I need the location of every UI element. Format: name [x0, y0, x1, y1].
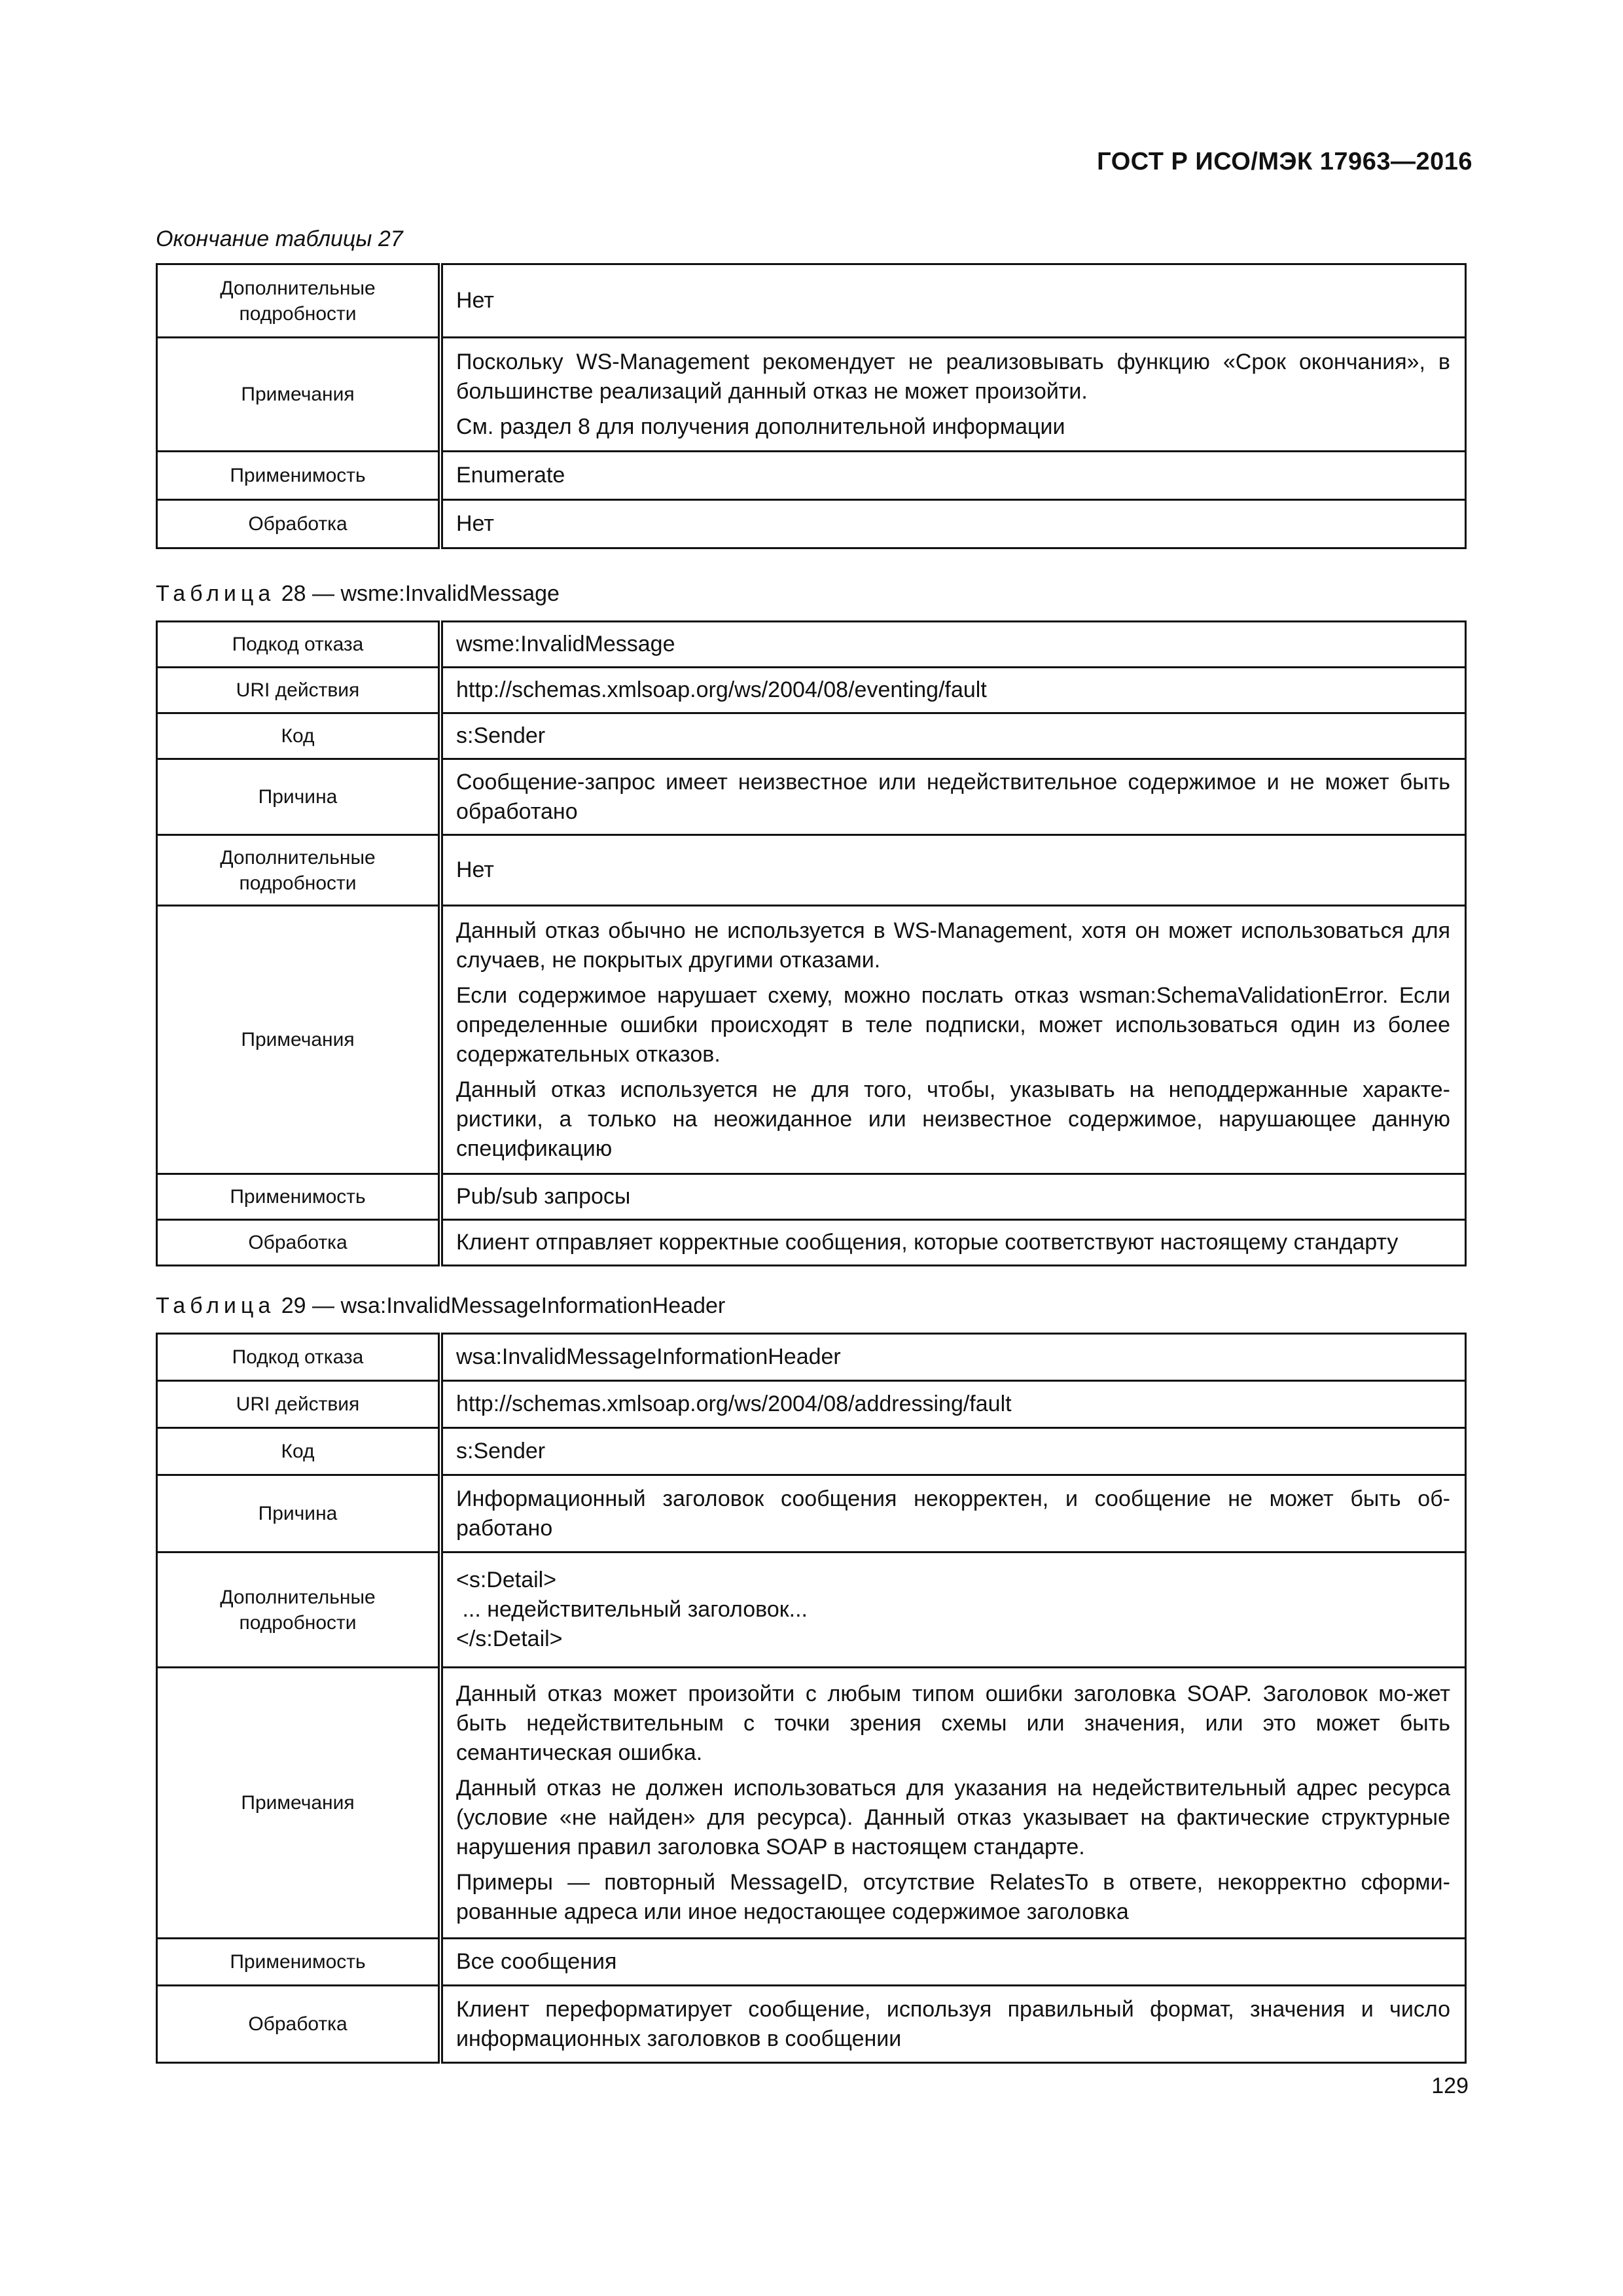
row-value: Нет — [440, 835, 1466, 906]
row-value: Нет — [440, 500, 1466, 548]
row-label: Примечания — [157, 906, 441, 1174]
row-value: Поскольку WS-Management рекомендует не реализовывать функцию «Срок окончания», в большинстве реализаций данный отказ не может произойти. См. раздел 8 для получения дополнительной информации — [440, 338, 1466, 452]
row-label: Обработка — [157, 500, 441, 548]
row-label: Код — [157, 1428, 441, 1475]
table-row — [157, 264, 1466, 338]
row-value: s:Sender — [440, 713, 1466, 759]
table-row — [157, 713, 1466, 759]
row-value: wsa:InvalidMessageInformationHeader — [440, 1334, 1466, 1381]
row-value: Enumerate — [440, 452, 1466, 500]
row-label: Причина — [157, 759, 441, 835]
row-value: s:Sender — [440, 1428, 1466, 1475]
table-row — [157, 338, 1466, 452]
row-label: Обработка — [157, 1220, 441, 1266]
row-label: Причина — [157, 1475, 441, 1552]
table-29-caption: Таблица 29 — wsa:InvalidMessageInformationHeader — [156, 1293, 726, 1318]
row-label: Применимость — [157, 452, 441, 500]
row-value: Информационный заголовок сообщения некорректен, и сообщение не может быть об-работано — [440, 1475, 1466, 1552]
row-value: Сообщение-запрос имеет неизвестное или недействительное содержимое и не может быть обработано — [440, 759, 1466, 835]
fault-table-29 — [156, 1333, 1467, 2064]
table-row — [157, 1428, 1466, 1475]
table-row — [157, 1220, 1466, 1266]
table-27-continuation-caption: Окончание таблицы 27 — [156, 226, 403, 251]
row-label: Дополнительные подробности — [157, 835, 441, 906]
row-value: Pub/sub запросы — [440, 1174, 1466, 1220]
row-label: Подкод отказа — [157, 622, 441, 668]
table-row — [157, 500, 1466, 548]
table-row — [157, 452, 1466, 500]
row-label: Применимость — [157, 1174, 441, 1220]
row-label: URI действия — [157, 1381, 441, 1428]
table-row — [157, 906, 1466, 1174]
row-value: Клиент переформатирует сообщение, используя правильный формат, значения и число информационных заголовков в сообщении — [440, 1986, 1466, 2063]
row-value: Данный отказ может произойти с любым типом ошибки заголовка SOAP. Заголовок мо-жет быть недействительным с точки зрения схемы или значения, или это может быть семантическая ошибка. Данный отказ не должен использоваться для указания на недействительный адрес ресурса (условие «не найден» для ресурса). Данный отказ указывает на фактические структурные нарушения правил заголовка SOAP в настоящем стандарте. Примеры — повторный MessageID, отсутствие RelatesTo в ответе, некорректно сформи-рованные адреса или иное недостающее содержимое заголовка — [440, 1668, 1466, 1939]
row-label: URI действия — [157, 668, 441, 713]
detail-line: </s:Detail> — [456, 1626, 563, 1651]
document-code-header: ГОСТ Р ИСО/МЭК 17963—2016 — [1097, 148, 1472, 175]
row-label: Применимость — [157, 1939, 441, 1986]
table-row — [157, 1381, 1466, 1428]
table-row — [157, 1939, 1466, 1986]
table-row — [157, 668, 1466, 713]
fault-table-27 — [156, 263, 1467, 549]
row-label: Дополнительные подробности — [157, 1552, 441, 1668]
table-row — [157, 1174, 1466, 1220]
table-row — [157, 1475, 1466, 1552]
row-value: Нет — [440, 264, 1466, 338]
page-number: 129 — [1431, 2073, 1469, 2098]
table-row — [157, 1552, 1466, 1668]
table-row — [157, 1334, 1466, 1381]
row-label: Код — [157, 713, 441, 759]
row-value — [440, 1552, 1466, 1668]
table-row — [157, 622, 1466, 668]
table-row — [157, 835, 1466, 906]
row-label: Обработка — [157, 1986, 441, 2063]
row-value: Клиент отправляет корректные сообщения, которые соответствуют настоящему стандарту — [440, 1220, 1466, 1266]
row-value: http://schemas.xmlsoap.org/ws/2004/08/eventing/fault — [440, 668, 1466, 713]
row-value: Все сообщения — [440, 1939, 1466, 1986]
detail-line: <s:Detail> — [456, 1568, 557, 1592]
fault-table-28 — [156, 620, 1467, 1266]
table-row — [157, 1668, 1466, 1939]
row-label: Примечания — [157, 1668, 441, 1939]
row-value: wsme:InvalidMessage — [440, 622, 1466, 668]
row-value: Данный отказ обычно не используется в WS-Management, хотя он может использоваться для случаев, не покрытых другими отказами. Если содержимое нарушает схему, можно послать отказ wsman:SchemaValidationError. Если определенные ошибки происходят в теле подписки, может использоваться один из более содержательных отказов. Данный отказ используется не для того, чтобы, указывать на неподдержанные характе-ристики, а только на неожиданное или неизвестное содержимое, нарушающее данную спецификацию — [440, 906, 1466, 1174]
row-label: Подкод отказа — [157, 1334, 441, 1381]
row-label: Дополнительные подробности — [157, 264, 441, 338]
row-label: Примечания — [157, 338, 441, 452]
row-value: http://schemas.xmlsoap.org/ws/2004/08/addressing/fault — [440, 1381, 1466, 1428]
table-row — [157, 759, 1466, 835]
table-row — [157, 1986, 1466, 2063]
detail-line: ... недействительный заголовок... — [456, 1597, 808, 1622]
table-28-caption: Таблица 28 — wsme:InvalidMessage — [156, 581, 560, 606]
